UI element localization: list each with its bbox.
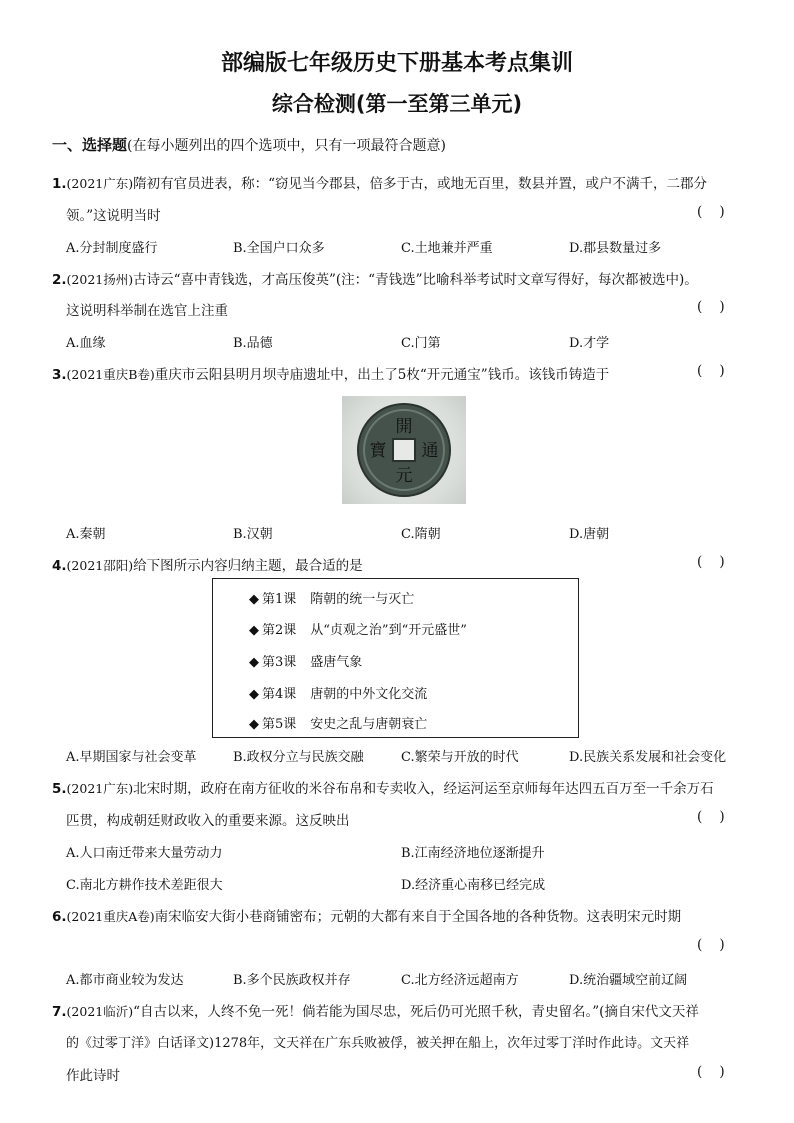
option-a[interactable]: A.血缘 bbox=[66, 336, 106, 351]
question-text-continued: 作此诗时 bbox=[66, 1068, 120, 1084]
document-subtitle: 综合检测(第一至第三单元) bbox=[271, 92, 523, 116]
coin-char-top: 開 bbox=[395, 417, 413, 437]
option-a[interactable]: A.秦朝 bbox=[66, 527, 106, 542]
lesson-item bbox=[249, 683, 427, 702]
question-text: 北宋时期，政府在南方征收的米谷布帛和专卖收入，经运河运至京师每年达四五百万至一千余万石 bbox=[133, 781, 714, 797]
lesson-number: 第1课 bbox=[262, 592, 297, 607]
answer-blank[interactable]: ( ) bbox=[697, 299, 725, 315]
lesson-number: 第3课 bbox=[262, 655, 297, 670]
question-number: 1. bbox=[52, 176, 67, 192]
coin-char-right: 通 bbox=[421, 441, 439, 461]
option-b[interactable]: B.汉朝 bbox=[233, 527, 273, 542]
option-d[interactable]: D.统治疆域空前辽阔 bbox=[569, 973, 688, 988]
lesson-number: 第5课 bbox=[262, 717, 297, 732]
lesson-title: 从“贞观之治”到“开元盛世” bbox=[310, 623, 467, 638]
question-7-stem bbox=[52, 1000, 699, 1020]
question-4-stem bbox=[52, 554, 363, 574]
question-source: (2021临沂) bbox=[66, 1004, 134, 1019]
question-3-stem bbox=[52, 363, 609, 383]
option-d[interactable]: D.唐朝 bbox=[569, 527, 610, 542]
lesson-title: 盛唐气象 bbox=[310, 655, 363, 670]
question-text: 给下图所示内容归纳主题，最合适的是 bbox=[133, 558, 363, 574]
section-note: (在每小题列出的四个选项中，只有一项最符合题意) bbox=[127, 138, 446, 154]
question-text: 隋初有官员进表，称：“窃见当今郡县，倍多于古，或地无百里，数县并置，或户不满千，二郡分 bbox=[133, 176, 708, 192]
lesson-title: 唐朝的中外文化交流 bbox=[310, 687, 428, 702]
answer-blank[interactable]: ( ) bbox=[697, 554, 725, 570]
lesson-item bbox=[249, 651, 362, 670]
option-d[interactable]: D.经济重心南移已经完成 bbox=[401, 878, 546, 893]
section-header bbox=[52, 134, 446, 155]
option-d[interactable]: D.民族关系发展和社会变化 bbox=[569, 750, 727, 765]
question-2-stem bbox=[52, 268, 698, 288]
lesson-number: 第2课 bbox=[262, 623, 297, 638]
question-number: 3. bbox=[52, 367, 67, 383]
diamond-icon: ◆ bbox=[249, 592, 259, 607]
lesson-item bbox=[249, 713, 427, 732]
option-b[interactable]: B.全国户口众多 bbox=[233, 241, 325, 256]
lesson-list-box bbox=[212, 578, 579, 738]
option-a[interactable]: A.早期国家与社会变革 bbox=[66, 750, 197, 765]
question-text-continued: 领。”这说明当时 bbox=[66, 208, 161, 224]
question-source: (2021广东) bbox=[66, 781, 134, 796]
answer-blank[interactable]: ( ) bbox=[697, 1064, 725, 1080]
question-text: 南宋临安大街小巷商铺密布；元朝的大都有来自于全国各地的各种货物。这表明宋元时期 bbox=[154, 909, 682, 925]
question-text: “自古以来，人终不免一死！倘若能为国尽忠，死后仍可光照千秋，青史留名。”(摘自宋代文天祥 bbox=[133, 1004, 699, 1020]
option-b[interactable]: B.多个民族政权并存 bbox=[233, 973, 351, 988]
option-a[interactable]: A.都市商业较为发达 bbox=[66, 973, 184, 988]
question-source: (2021扬州) bbox=[66, 272, 134, 287]
option-a[interactable]: A.分封制度盛行 bbox=[66, 241, 158, 256]
option-b[interactable]: B.江南经济地位逐渐提升 bbox=[401, 846, 545, 861]
answer-blank[interactable]: ( ) bbox=[697, 363, 725, 379]
option-b[interactable]: B.品德 bbox=[233, 336, 273, 351]
question-source: (2021重庆B卷) bbox=[66, 367, 155, 382]
question-number: 2. bbox=[52, 272, 67, 288]
option-c[interactable]: C.土地兼并严重 bbox=[401, 241, 493, 256]
option-c[interactable]: C.隋朝 bbox=[401, 527, 441, 542]
option-b[interactable]: B.政权分立与民族交融 bbox=[233, 750, 364, 765]
question-number: 7. bbox=[52, 1004, 67, 1020]
option-c[interactable]: C.门第 bbox=[401, 336, 441, 351]
answer-blank[interactable]: ( ) bbox=[697, 204, 725, 220]
question-source: (2021重庆A卷) bbox=[66, 909, 155, 924]
question-text-continued: 匹贯，构成朝廷财政收入的重要来源。这反映出 bbox=[66, 813, 350, 829]
question-6-stem bbox=[52, 905, 681, 925]
option-d[interactable]: D.郡县数量过多 bbox=[569, 241, 662, 256]
option-c[interactable]: C.南北方耕作技术差距很大 bbox=[66, 878, 223, 893]
question-number: 6. bbox=[52, 909, 67, 925]
lesson-item bbox=[249, 588, 414, 607]
question-5-stem bbox=[52, 777, 714, 797]
lesson-title: 隋朝的统一与灭亡 bbox=[310, 592, 415, 607]
diamond-icon: ◆ bbox=[249, 717, 259, 732]
answer-blank[interactable]: ( ) bbox=[697, 809, 725, 825]
question-text: 古诗云“喜中青钱选，才高压俊英”(注：“青钱选”比喻科举考试时文章写得好，每次都被选中)。 bbox=[133, 272, 698, 288]
option-c[interactable]: C.繁荣与开放的时代 bbox=[401, 750, 519, 765]
lesson-title: 安史之乱与唐朝衰亡 bbox=[310, 717, 428, 732]
option-c[interactable]: C.北方经济远超南方 bbox=[401, 973, 519, 988]
kaiyuan-tongbao-coin-image bbox=[342, 396, 466, 504]
diamond-icon: ◆ bbox=[249, 623, 259, 638]
question-source: (2021广东) bbox=[66, 176, 134, 191]
question-text: 重庆市云阳县明月坝寺庙遗址中，出土了5枚“开元通宝”钱币。该钱币铸造于 bbox=[154, 367, 610, 383]
question-1-stem bbox=[52, 172, 707, 192]
diamond-icon: ◆ bbox=[249, 687, 259, 702]
document-title: 部编版七年级历史下册基本考点集训 bbox=[220, 51, 573, 76]
question-number: 4. bbox=[52, 558, 67, 574]
question-number: 5. bbox=[52, 781, 67, 797]
question-text-continued: 的《过零丁洋》白话译文)1278年，文天祥在广东兵败被俘，被关押在船上，次年过零丁洋时作此诗。文天祥 bbox=[66, 1036, 690, 1051]
lesson-item bbox=[249, 619, 467, 638]
question-source: (2021邵阳) bbox=[66, 558, 134, 573]
section-heading: 一、选择题 bbox=[52, 136, 128, 154]
coin-char-bottom: 元 bbox=[395, 466, 413, 486]
option-d[interactable]: D.才学 bbox=[569, 336, 610, 351]
lesson-number: 第4课 bbox=[262, 687, 297, 702]
coin-char-left: 寶 bbox=[369, 441, 387, 461]
answer-blank[interactable]: ( ) bbox=[697, 937, 725, 953]
option-a[interactable]: A.人口南迁带来大量劳动力 bbox=[66, 846, 223, 861]
question-text-continued: 这说明科举制在选官上注重 bbox=[66, 303, 228, 319]
diamond-icon: ◆ bbox=[249, 655, 259, 670]
coin-graphic bbox=[342, 396, 466, 504]
